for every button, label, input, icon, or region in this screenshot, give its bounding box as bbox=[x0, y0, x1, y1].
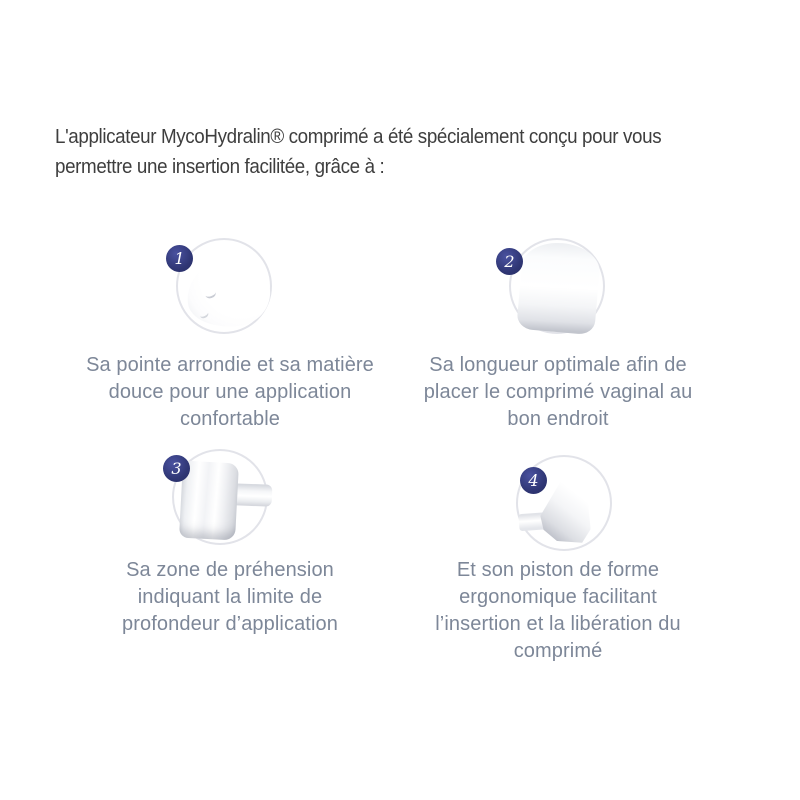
caption-line: l’insertion et la libération du bbox=[435, 613, 681, 635]
caption-line: Sa zone de préhension bbox=[126, 559, 334, 581]
step-1-badge bbox=[166, 245, 193, 272]
step-3-badge bbox=[163, 455, 190, 482]
caption-line: Sa longueur optimale afin de bbox=[429, 354, 687, 376]
caption-line: comprimé bbox=[513, 640, 603, 662]
step-number: 2 bbox=[504, 252, 515, 271]
feature-4-caption bbox=[388, 557, 728, 665]
applicator-tip-image bbox=[183, 254, 274, 332]
step-4-badge bbox=[520, 467, 547, 494]
illustration-circle bbox=[509, 238, 605, 334]
intro-line: permettre une insertion facilitée, grâce à : bbox=[55, 156, 385, 178]
feature-2-caption bbox=[388, 352, 728, 433]
caption-line: ergonomique facilitant bbox=[459, 586, 657, 608]
step-number: 4 bbox=[528, 471, 539, 490]
caption-line: placer le comprimé vaginal au bbox=[423, 381, 693, 403]
caption-line: douce pour une application bbox=[108, 381, 352, 403]
feature-3-illustration bbox=[172, 449, 268, 545]
feature-2-illustration bbox=[504, 238, 605, 334]
step-number: 3 bbox=[171, 459, 182, 478]
feature-4-illustration bbox=[516, 455, 612, 551]
applicator-body-image bbox=[516, 240, 601, 335]
applicator-piston-image bbox=[536, 458, 605, 548]
intro-text bbox=[55, 122, 694, 182]
step-number: 1 bbox=[174, 249, 185, 268]
caption-line: Et son piston de forme bbox=[456, 559, 660, 581]
feature-1-illustration bbox=[176, 238, 272, 334]
caption-line: bon endroit bbox=[507, 408, 609, 430]
caption-line: confortable bbox=[179, 408, 281, 430]
feature-3-caption bbox=[60, 557, 400, 638]
applicator-tube-image bbox=[234, 483, 273, 506]
feature-1-caption bbox=[60, 352, 400, 433]
step-2-badge bbox=[496, 248, 523, 275]
caption-line: indiquant la limite de bbox=[137, 586, 323, 608]
caption-line: profondeur d’application bbox=[122, 613, 338, 635]
caption-line: Sa pointe arrondie et sa matière bbox=[86, 354, 374, 376]
intro-line: L'applicateur MycoHydralin® comprimé a été spécialement conçu pour vous bbox=[55, 126, 662, 148]
